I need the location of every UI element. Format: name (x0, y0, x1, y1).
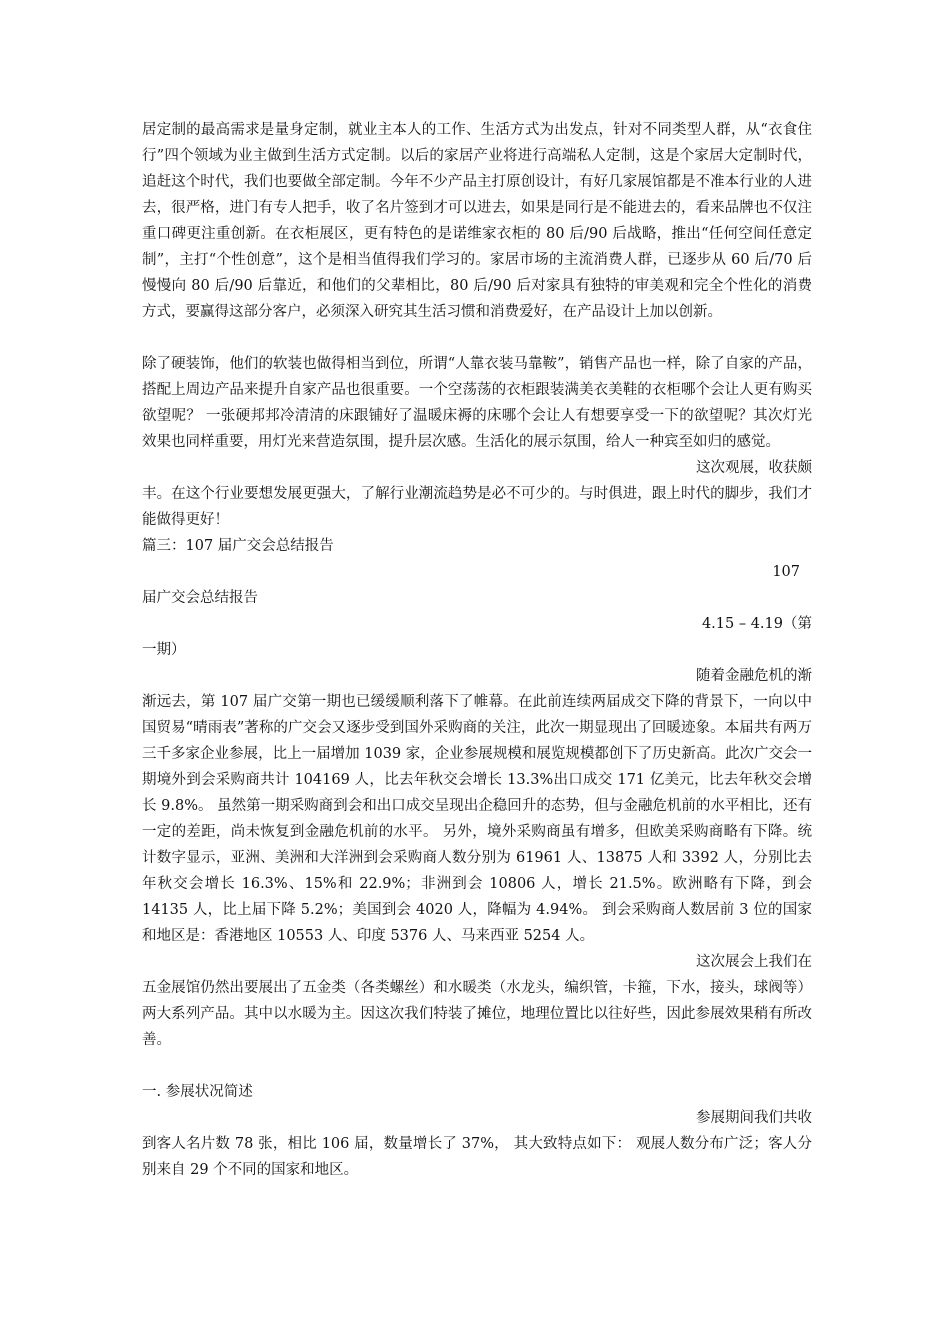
paragraph-exhibit-lead: 这次展会上我们在 (696, 954, 812, 970)
paragraph-financial-crisis-lead: 随着金融危机的渐 (696, 668, 812, 684)
paragraph-harvest-lead: 这次观展，收获颇 (696, 460, 812, 476)
blank-line (142, 1053, 812, 1079)
report-date-lead: 4.15 – 4.19（第 (701, 616, 812, 632)
paragraph-business-cards-lead: 参展期间我们共收 (696, 1110, 812, 1126)
blank-line (142, 325, 812, 351)
report-date-rest: 一期） (142, 642, 186, 658)
heading-participation-summary: 一. 参展状况简述 (142, 1084, 253, 1100)
section-title: 篇三：107 届广交会总结报告 (142, 538, 334, 554)
paragraph-soft-decoration: 除了硬装饰，他们的软装也做得相当到位，所谓“人靠衣装马靠鞍”，销售产品也一样，除了自家的产品，搭配上周边产品来提升自家产品也很重要。一个空荡荡的衣柜跟装满美衣美鞋的衣柜哪个会让人更有购买欲望呢？ 一张硬邦邦冷清清的床跟铺好了温暖床褥的床哪个会让人有想要享受一下的欲望呢？其次灯光效果也同样重要，用灯光来营造氛围，提升层次感。生活化的展示氛围，给人一种宾至如归的感觉。 (142, 356, 812, 450)
document-page (142, 117, 812, 1183)
paragraph-exhibit-rest: 五金展馆仍然出要展出了五金类（各类螺丝）和水暖类（水龙头，编织管，卡箍，下水，接头，球阀等）两大系列产品。其中以水暖为主。因这次我们特装了摊位，地理位置比以往好些，因此参展效果稍有所改善。 (142, 980, 812, 1048)
report-title-rest: 届广交会总结报告 (142, 590, 258, 606)
paragraph-custom-furniture: 居定制的最高需求是量身定制，就业主本人的工作、生活方式为出发点，针对不同类型人群，从“衣食住行”四个领域为业主做到生活方式定制。以后的家居产业将进行高端私人定制，这是个家居大定制时代，追赶这个时代，我们也要做全部定制。今年不少产品主打原创设计，有好几家展馆都是不准本行业的人进去，很严格，进门有专人把手，收了名片签到才可以进去，如果是同行是不能进去的，看来品牌也不仅注重口碑更注重创新。在衣柜展区，更有特色的是诺维家衣柜的 80 后/90 后战略，推出“任何空间任意定制”，主打“个性创意”，这个是相当值得我们学习的。家居市场的主流消费人群，已逐步从 60 后/70 后慢慢向 80 后/90 后靠近，和他们的父辈相比，80 后/90 后对家具有独特的审美观和完全个性化的消费方式，要赢得这部分客户，必须深入研究其生活习惯和消费爱好，在产品设计上加以创新。 (142, 122, 812, 320)
paragraph-financial-crisis-rest: 渐远去，第 107 届广交第一期也已缓缓顺利落下了帷幕。在此前连续两届成交下降的背景下，一向以中国贸易“晴雨表”著称的广交会又逐步受到国外采购商的关注，此次一期显现出了回暖迹象。本届共有两万三千多家企业参展，比上一届增加 1039 家，企业参展规模和展览规模都创下了历史新高。此次广交会一期境外到会采购商共计 104169 人，比去年秋交会增长 13.3%出口成交 171 亿美元，比去年秋交会增长 9.8%。 虽然第一期采购商到会和出口成交呈现出企稳回升的态势，但与金融危机前的水平相比，还有一定的差距，尚未恢复到金融危机前的水平。 另外，境外采购商虽有增多，但欧美采购商略有下降。统计数字显示，亚洲、美洲和大洋洲到会采购商人数分别为 61961 人、13875 人和 3392 人，分别比去年秋交会增长 16.3%、15%和 22.9%；非洲到会 10806 人，增长 21.5%。欧洲略有下降，到会 14135 人，比上届下降 5.2%；美国到会 4020 人，降幅为 4.94%。 到会采购商人数居前 3 位的国家和地区是：香港地区 10553 人、印度 5376 人、马来西亚 5254 人。 (142, 694, 812, 944)
paragraph-harvest-rest: 丰。在这个行业要想发展更强大，了解行业潮流趋势是必不可少的。与时俱进，跟上时代的脚步，我们才能做得更好！ (142, 486, 812, 528)
paragraph-business-cards-rest: 到客人名片数 78 张，相比 106 届，数量增长了 37%， 其大致特点如下： 观展人数分布广泛；客人分别来自 29 个不同的国家和地区。 (142, 1136, 812, 1178)
report-title-number: 107 (772, 564, 800, 580)
